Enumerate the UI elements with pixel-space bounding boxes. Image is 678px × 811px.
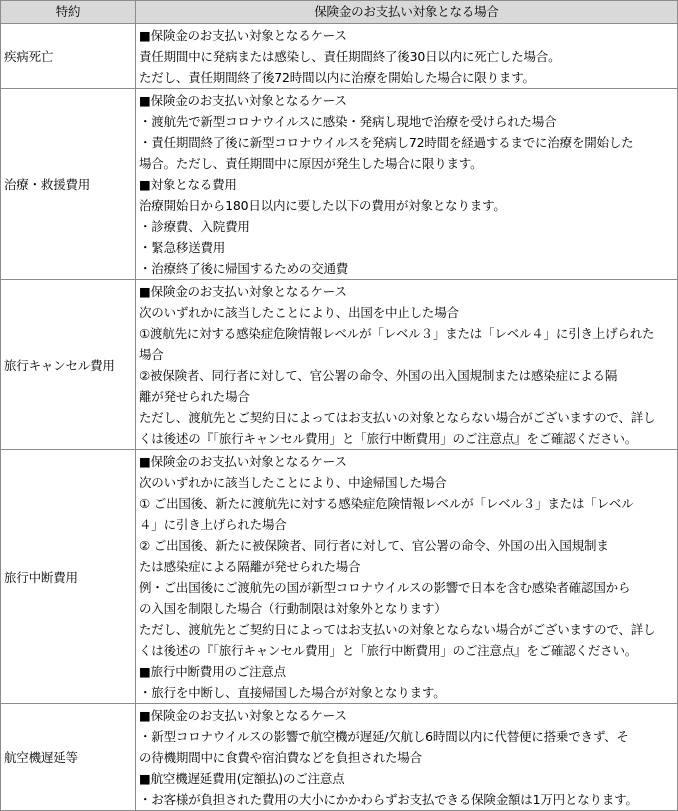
rider-name: 治療・救援費用	[1, 89, 136, 280]
description-line: ②被保険者、同行者に対して、官公署の命令、外国の出入国規制または感染症による隔	[139, 368, 618, 383]
description-line: 治療開始日から180日以内に要した以下の費用が対象となります。	[139, 198, 506, 213]
table-row	[1, 450, 678, 704]
description-line: 責任期間中に発病または感染し、責任期間終了後30日以内に死亡した場合。	[139, 49, 561, 64]
description-line: ・責任期間終了後に新型コロナウイルスを発病し72時間を経過するまでに治療を開始した	[139, 135, 634, 150]
description-line: の待機期間中に食費や宿泊費などを負担された場合	[139, 750, 422, 765]
header-rider: 特約	[1, 1, 136, 24]
rider-name: 旅行中断費用	[1, 450, 136, 704]
description-line: ■保険金のお支払い対象となるケース	[139, 708, 347, 723]
description-line: ■航空機遅延費用(定額払)のご注意点	[139, 771, 345, 786]
table-header-row	[1, 1, 678, 24]
description-line: ① ご出国後、新たに渡航先に対する感染症危険情報レベルが「レベル３」または「レベル	[139, 496, 634, 511]
rider-name: 航空機遅延等	[1, 704, 136, 811]
description-line: ・治療終了後に帰国するための交通費	[139, 261, 349, 276]
rider-description	[136, 450, 678, 704]
description-line: ■対象となる費用	[139, 177, 237, 192]
description-line: ■保険金のお支払い対象となるケース	[139, 28, 347, 43]
table-row	[1, 89, 678, 280]
description-line: くは後述の『「旅行キャンセル費用」と「旅行中断費用」のご注意点』をご確認ください。	[139, 431, 638, 446]
description-line: 次のいずれかに該当したことにより、出国を中止した場合	[139, 305, 459, 320]
description-line: ■保険金のお支払い対象となるケース	[139, 284, 347, 299]
description-line: 場合。ただし、責任期間中に原因が発生した場合に限ります。	[139, 156, 483, 171]
description-line: たは感染症による隔離が発せられた場合	[139, 559, 361, 574]
description-line: ・渡航先で新型コロナウイルスに感染・発病し現地で治療を受けられた場合	[139, 114, 557, 129]
description-line: ■保険金のお支払い対象となるケース	[139, 93, 347, 108]
description-line: 場合	[139, 347, 164, 362]
description-line: ■保険金のお支払い対象となるケース	[139, 454, 347, 469]
description-line: ② ご出国後、新たに被保険者、同行者に対して、官公署の命令、外国の出入国規制ま	[139, 538, 609, 553]
description-line: の入国を制限した場合（行動制限は対象外となります）	[139, 601, 447, 616]
description-line: ただし、渡航先とご契約日によってはお支払いの対象とならない場合がございますので、詳し	[139, 410, 656, 425]
description-line: 離が発せられた場合	[139, 389, 250, 404]
header-payment-cases: 保険金のお支払い対象となる場合	[136, 1, 678, 24]
description-line: ・新型コロナウイルスの影響で航空機が遅延/欠航し6時間以内に代替便に搭乗できず、そ	[139, 729, 629, 744]
table-row	[1, 280, 678, 450]
description-line: ４」に引き上げられた場合	[139, 517, 287, 532]
description-line: ・診療費、入院費用	[139, 219, 250, 234]
description-line: ・旅行を中断し、直接帰国した場合が対象となります。	[139, 685, 446, 700]
description-line: 次のいずれかに該当したことにより、中途帰国した場合	[139, 475, 447, 490]
description-line: ・お客様が負担された費用の大小にかかわらずお支払できる保険金額は1万円となります。	[139, 792, 638, 807]
rider-description	[136, 704, 678, 811]
rider-name: 旅行キャンセル費用	[1, 280, 136, 450]
description-line: ■旅行中断費用のご注意点	[139, 664, 286, 679]
rider-description	[136, 280, 678, 450]
rider-name: 疾病死亡	[1, 24, 136, 89]
description-line: ・緊急移送費用	[139, 240, 226, 255]
description-line: くは後述の『「旅行キャンセル費用」と「旅行中断費用」のご注意点』をご確認ください。	[139, 643, 638, 658]
description-line: 例・ご出国後にご渡航先の国が新型コロナウイルスの影響で日本を含む感染者確認国から	[139, 580, 631, 595]
table-row	[1, 704, 678, 811]
description-line: ただし、責任期間終了後72時間以内に治療を開始した場合に限ります。	[139, 70, 535, 85]
description-line: ただし、渡航先とご契約日によってはお支払いの対象とならない場合がございますので、詳し	[139, 622, 656, 637]
description-line: ①渡航先に対する感染症危険情報レベルが「レベル３」または「レベル４」に引き上げられた	[139, 326, 655, 341]
table-row	[1, 24, 678, 89]
rider-description	[136, 24, 678, 89]
rider-description	[136, 89, 678, 280]
